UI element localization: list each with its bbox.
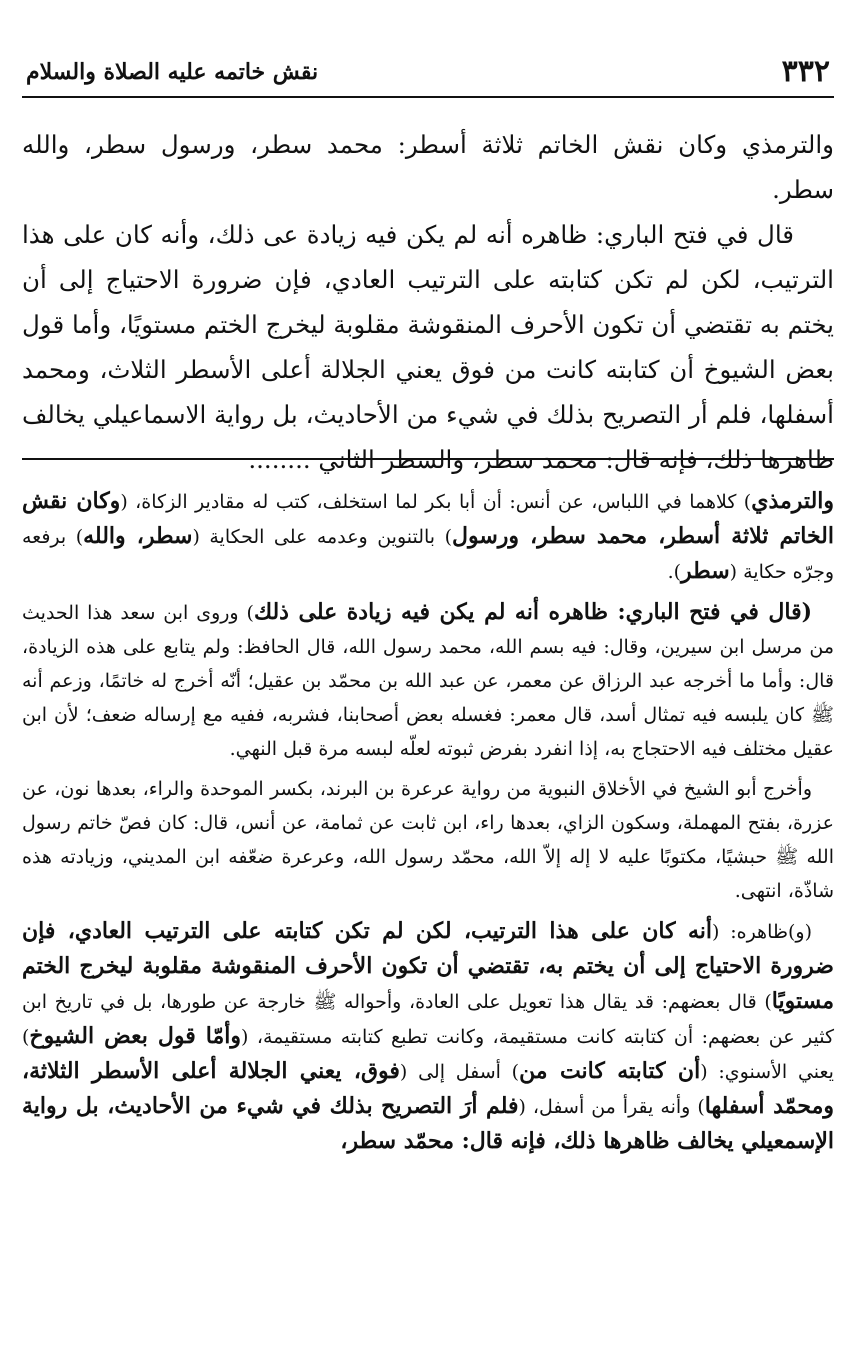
- quoted-text: فلم أرَ التصريح بذلك في شيء من الأحاديث، بل رواية الإسمعيلي يخالف ظاهرها ذلك، فإنه قال: محمّد سطر،: [22, 1093, 834, 1154]
- commentary-text-run: ) قال بعضهم: قد يقال هذا تعويل على العادة، وأحواله ﷺ خارجة عن طورها، بل في تاريخ ابن كثير عن بعضهم: أن كتابته كانت مستقيمة، وكانت تطبع كتابته مستقيمة، (: [22, 991, 834, 1048]
- main-text: [22, 122, 834, 482]
- commentary-paragraph-2: [22, 595, 834, 766]
- commentary-text-run: ) برفعه وجرّه حكاية (: [22, 526, 834, 583]
- commentary-paragraph-3: وأخرج أبو الشيخ في الأخلاق النبوية من رواية عرعرة بن البرند، بكسر الموحدة والراء، بعدها نون، عن عزرة، بفتح المهملة، وسكون الزاي، بعدها راء، ابن ثابت عن ثمامة، عن أنس، قال: كان فصّ خاتم رسول الله ﷺ حبشيًا، مكتوبًا عليه لا إله إلاّ الله، محمّد رسول الله، وعرعرة ضعّفه ابن المديني، وزيادته هذه شاذّة، انتهى.: [22, 778, 834, 902]
- quoted-text: فوق، يعني الجلالة أعلى الأسطر الثلاثة، ومحمّد أسفلها: [22, 1058, 834, 1119]
- quoted-text: أنه كان على هذا الترتيب، لكن لم تكن كتابته على الترتيب العادي، فإن ضرورة الاحتياج إلى أن يختم به، تقتضي أن تكون الأحرف المنقوشة مقلوبة ليخرج الختم مستويًا: [22, 918, 834, 1014]
- commentary-text: [22, 484, 834, 1165]
- running-title: نقش خاتمه عليه الصلاة والسلام: [26, 59, 319, 85]
- commentary-text-run: ) بالتنوين وعدمه على الحكاية (: [192, 526, 452, 548]
- page-number: ٣٣٢: [781, 54, 830, 89]
- quoted-text: وكان نقش الخاتم ثلاثة أسطر، محمد سطر، ورسول: [22, 488, 834, 549]
- main-paragraph-1: والترمذي وكان نقش الخاتم ثلاثة أسطر: محمد سطر، ورسول سطر، والله سطر.: [22, 130, 834, 204]
- quoted-text: سطر: [681, 558, 730, 584]
- commentary-text-run: ) كلاهما في اللباس، عن أنس: أن أبا بكر لما استخلف، كتب له مقادير الزكاة، (: [120, 491, 752, 513]
- quoted-text: وأمّا قول بعض الشيوخ: [29, 1023, 242, 1049]
- commentary-text-run: ) يعني الأسنوي: (: [22, 1026, 834, 1083]
- document-page: [22, 0, 834, 1359]
- commentary-text-run: ) وأنه يقرأ من أسفل، (: [518, 1096, 705, 1118]
- commentary-text-run: ).: [667, 561, 682, 583]
- commentary-paragraph-4: [22, 914, 834, 1159]
- quoted-text: أن كتابته كانت من: [519, 1058, 701, 1084]
- commentary-text-run: (و)ظاهره: (: [712, 921, 812, 943]
- commentary-paragraph-1: [22, 484, 834, 589]
- commentary-text-run: ) أسفل إلى (: [399, 1061, 520, 1083]
- main-paragraph-2: قال في فتح الباري: ظاهره أنه لم يكن فيه زيادة عى ذلك، وأنه كان على هذا الترتيب، لكن لم تكن كتابته على الترتيب العادي، فإن ضرورة الاحتياج إلى أن يختم به تقتضي أن تكون الأحرف المنقوشة مقلوبة ليخرج الختم مستويًا، وأما قول بعض الشيوخ أن كتابته كانت من فوق يعني الجلالة أعلى الأسطر الثلاث، ومحمد أسفلها، فلم أر التصريح بذلك في شيء من الأحاديث، بل رواية الاسماعيلي يخالف ظاهرها ذلك، فإنه قال: محمد سطر، والسطر الثاني ........: [22, 220, 834, 474]
- commentary-text-run: ) وروى ابن سعد هذا الحديث من مرسل ابن سيرين، وقال: فيه بسم الله، محمد رسول الله، قال الحافظ: ولم يتابع على هذه الزيادة، قال: وأما ما أخرجه عبد الرزاق عن معمر، عن عبد الله بن محمّد بن عقيل؛ أنّه أخرج له خاتمًا، وزعم أنه ﷺ كان يلبسه فيه تمثال أسد، قال معمر: فغسله بعض أصحابنا، فشربه، ففيه مع إرساله ضعف؛ لأن ابن عقيل مختلف فيه الاحتجاج به، إذا انفرد بفرض ثبوته لعلّه لبسه مرة قبل النهي.: [22, 602, 834, 760]
- quoted-text: سطر، والله: [83, 523, 193, 549]
- page-header: [22, 52, 834, 92]
- header-rule: [22, 96, 834, 98]
- quoted-text: (قال في فتح الباري: ظاهره أنه لم يكن فيه زيادة على ذلك: [253, 599, 812, 625]
- quoted-text: والترمذي: [751, 488, 835, 514]
- commentary-rule: [22, 458, 834, 460]
